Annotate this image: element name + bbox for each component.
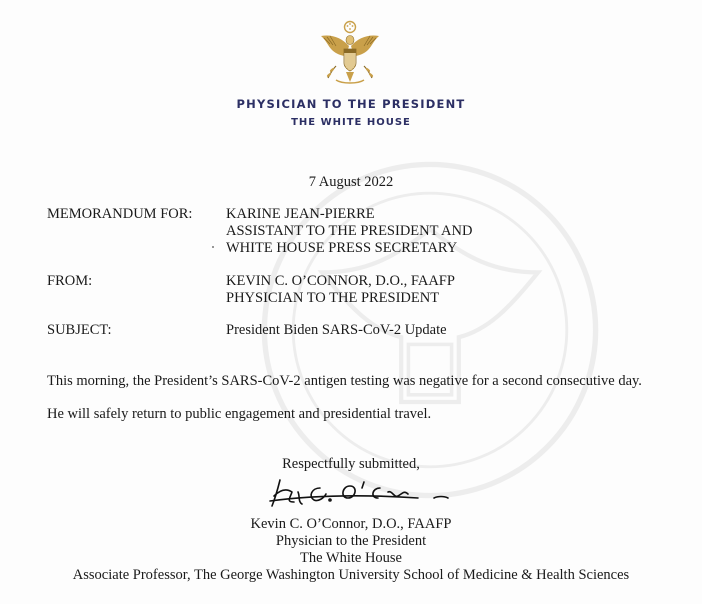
- from-sender: [226, 273, 455, 307]
- to-label: MEMORANDUM FOR:: [47, 206, 193, 222]
- signer-office: The White House: [299, 550, 402, 566]
- letterhead-title: PHYSICIAN TO THE PRESIDENT: [236, 97, 466, 111]
- signer-block: [0, 516, 702, 584]
- handwritten-signature: [268, 474, 458, 510]
- to-line: KARINE JEAN-PIERRE: [226, 206, 375, 222]
- signer-affiliation: Associate Professor, The George Washington University School of Medicine & Health Sciences: [72, 567, 630, 583]
- body-paragraph: He will safely return to public engagement and presidential travel.: [47, 406, 432, 422]
- from-line: PHYSICIAN TO THE PRESIDENT: [226, 290, 440, 306]
- signer-title: Physician to the President: [275, 533, 427, 549]
- presidential-seal-icon: [316, 18, 384, 88]
- letterhead-subtitle: THE WHITE HOUSE: [291, 117, 411, 128]
- subject-label: SUBJECT:: [47, 322, 112, 338]
- subject-text: President Biden SARS-CoV-2 Update: [226, 322, 447, 338]
- body-paragraph: This morning, the President’s SARS-CoV-2 antigen testing was negative for a second consecutive day.: [47, 373, 642, 389]
- from-line: KEVIN C. O’CONNOR, D.O., FAAFP: [226, 273, 455, 289]
- stray-mark: [212, 246, 214, 248]
- from-label: FROM:: [47, 273, 93, 289]
- memo-date: 7 August 2022: [308, 174, 394, 190]
- signer-name: Kevin C. O’Connor, D.O., FAAFP: [250, 516, 452, 532]
- closing-salutation: Respectfully submitted,: [282, 456, 420, 472]
- to-recipient: [226, 206, 472, 257]
- to-line: WHITE HOUSE PRESS SECRETARY: [226, 240, 458, 256]
- to-line: ASSISTANT TO THE PRESIDENT AND: [226, 223, 473, 239]
